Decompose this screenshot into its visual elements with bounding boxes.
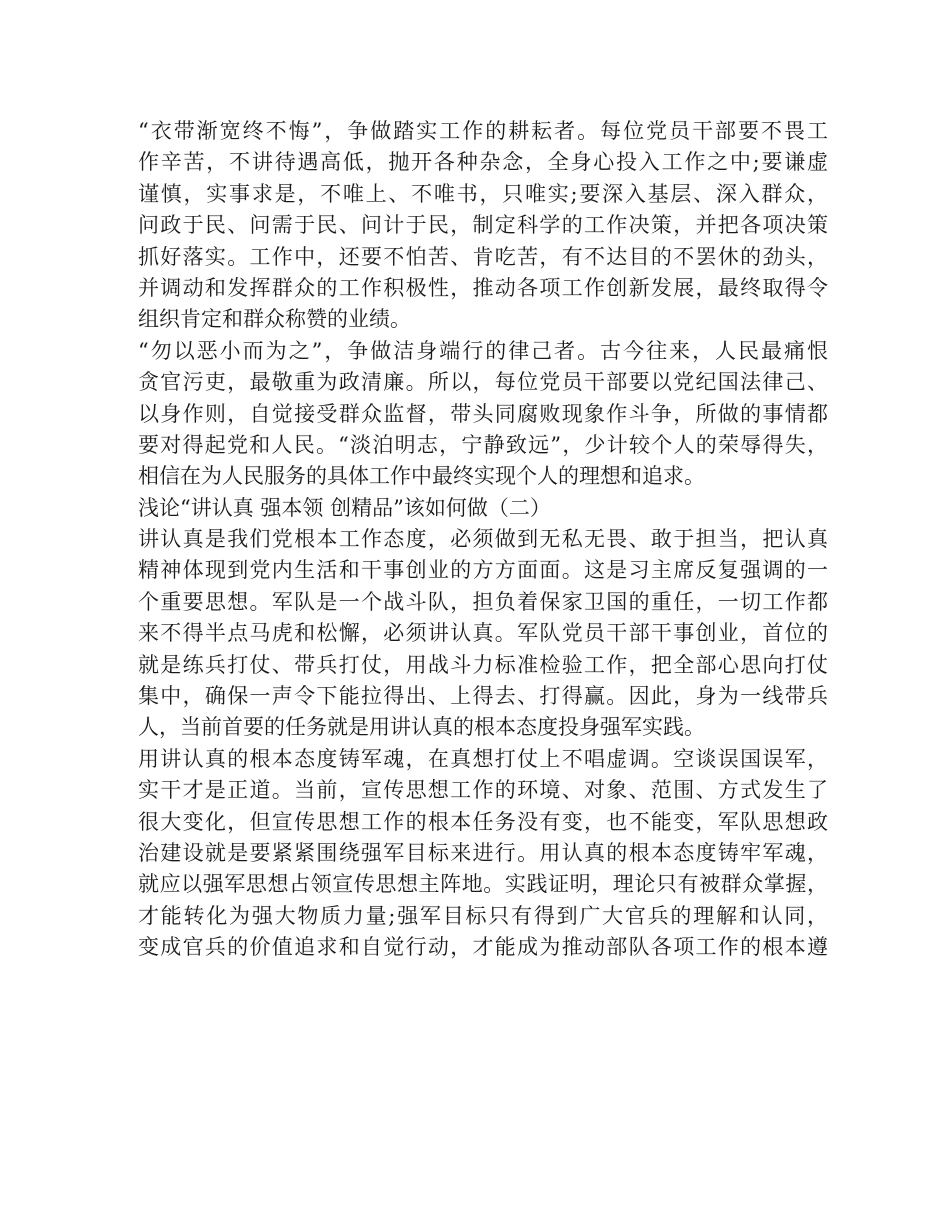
text-line: 问政于民、问需于民、问计于民，制定科学的工作决策，并把各项决策: [138, 213, 828, 238]
text-line: 并调动和发挥群众的工作积极性，推动各项工作创新发展，最终取得令: [138, 275, 828, 300]
text-line: 集中，确保一声令下能拉得出、上得去、打得赢。因此，身为一线带兵: [138, 684, 828, 709]
text-line: 来不得半点马虎和松懈，必须讲认真。军队党员干部干事创业，首位的: [138, 621, 828, 646]
text-line: 抓好落实。工作中，还要不怕苦、肯吃苦，有不达目的不罢休的劲头，: [138, 244, 828, 269]
text-line: 才能转化为强大物质力量;强军目标只有得到广大官兵的理解和认同，: [138, 903, 828, 928]
paragraph-yidai: [138, 116, 828, 336]
section-heading: [138, 493, 828, 524]
text-line: “勿以恶小而为之”，争做洁身端行的律己者。古今往来，人民最痛恨: [138, 338, 828, 363]
text-line: 变成官兵的价值追求和自觉行动，才能成为推动部队各项工作的根本遵: [138, 935, 828, 960]
text-line: 谨慎，实事求是，不唯上、不唯书，只唯实;要深入基层、深入群众，: [138, 181, 828, 206]
text-line: 以身作则，自觉接受群众监督，带头同腐败现象作斗争，所做的事情都: [138, 401, 828, 426]
heading-line: 浅论“讲认真 强本领 创精品”该如何做（二）: [138, 495, 551, 520]
text-line: 用讲认真的根本态度铸军魂，在真想打仗上不唱虚调。空谈误国误军，: [138, 746, 828, 771]
text-line: 个重要思想。军队是一个战斗队，担负着保家卫国的重任，一切工作都: [138, 589, 828, 614]
text-line: 就应以强军思想占领宣传思想主阵地。实践证明，理论只有被群众掌握，: [138, 872, 828, 897]
text-line: 人，当前首要的任务就是用讲认真的根本态度投身强军实践。: [138, 715, 705, 740]
text-line: 相信在为人民服务的具体工作中最终实现个人的理想和追求。: [138, 464, 705, 489]
text-line: 讲认真是我们党根本工作态度，必须做到无私无畏、敢于担当，把认真: [138, 527, 828, 552]
document-body: [138, 116, 828, 964]
text-line: 要对得起党和人民。“淡泊明志，宁静致远”，少计较个人的荣辱得失，: [138, 432, 828, 457]
text-line: 很大变化，但宣传思想工作的根本任务没有变，也不能变，军队思想政: [138, 809, 828, 834]
paragraph-jiangrenzhen: [138, 524, 828, 744]
text-line: 精神体现到党内生活和干事创业的方方面面。这是习主席反复强调的一: [138, 558, 828, 583]
paragraph-zhujunhun: [138, 744, 828, 964]
text-line: “衣带渐宽终不悔”，争做踏实工作的耕耘者。每位党员干部要不畏工: [138, 119, 828, 143]
text-line: 组织肯定和群众称赞的业绩。: [138, 307, 411, 332]
text-line: 就是练兵打仗、带兵打仗，用战斗力标准检验工作，把全部心思向打仗: [138, 652, 828, 677]
text-line: 治建设就是要紧紧围绕强军目标来进行。用认真的根本态度铸牢军魂，: [138, 840, 828, 865]
text-line: 实干才是正道。当前，宣传思想工作的环境、对象、范围、方式发生了: [138, 778, 828, 803]
text-line: 贪官污吏，最敬重为政清廉。所以，每位党员干部要以党纪国法律己、: [138, 370, 828, 395]
paragraph-wuyi: [138, 336, 828, 493]
text-line: 作辛苦，不讲待遇高低，抛开各种杂念，全身心投入工作之中;要谦虚: [138, 150, 828, 175]
